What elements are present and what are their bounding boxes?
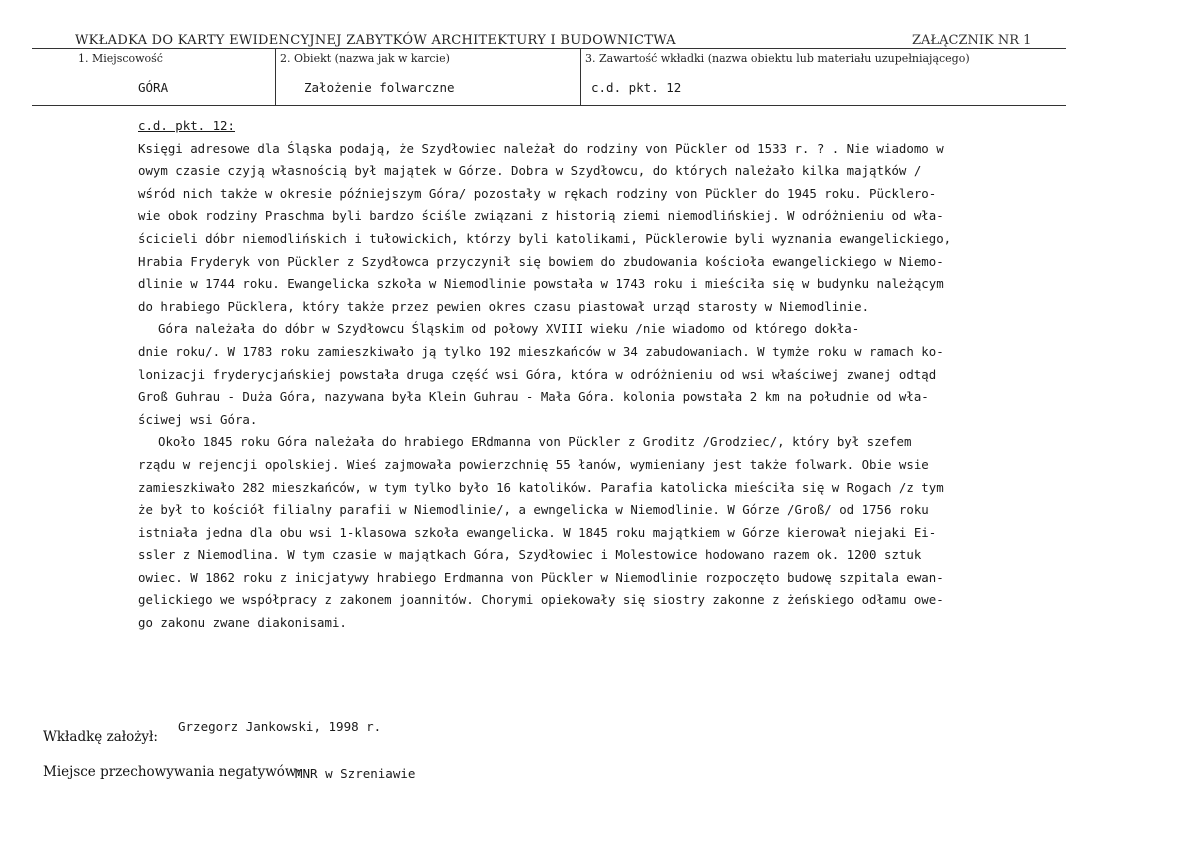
annex-number: ZAŁĄCZNIK NR 1 <box>912 33 1032 48</box>
text-line: owym czasie czyją własnością był majątek w Górze. Dobra w Szydłowcu, do których należało kilka majątków / <box>138 163 922 179</box>
text-line: ścicieli dóbr niemodlińskich i tułowickich, którzy byli katolikami, Pücklerowie byli wyznania ewangelickiego, <box>138 230 952 246</box>
text-line: dlinie w 1744 roku. Ewangelicka szkoła w Niemodlinie powstała w 1743 roku i mieściła się w budynku należącym <box>138 276 944 292</box>
text-line: Groß Guhrau - Duża Góra, nazywana była Klein Guhrau - Mała Góra. kolonia powstała 2 km na południe od wła- <box>138 389 929 405</box>
text-line: rządu w rejencji opolskiej. Wieś zajmowała powierzchnię 55 łanów, wymieniany jest także folwark. Obie wsie <box>138 456 929 472</box>
text-line: zamieszkiwało 282 mieszkańców, w tym tylko było 16 katolików. Parafia katolicka mieściła się w Rogach /z tym <box>138 479 944 495</box>
header-fields-table <box>32 49 1066 106</box>
field-locality-value: GÓRA <box>138 80 169 95</box>
field-object-label: 2. Obiekt (nazwa jak w karcie) <box>280 52 450 65</box>
field-object-value: Założenie folwarczne <box>304 80 455 95</box>
text-line: wśród nich także w okresie późniejszym Góra/ pozostały w rękach rodziny von Pückler do 1945 roku. Pücklero- <box>138 185 937 201</box>
storage-label: Miejsce przechowywania negatywów: <box>43 764 302 780</box>
text-line: Hrabia Fryderyk von Pückler z Szydłowca przyczynił się bowiem do zbudowania kościoła ewangelickiego w Niemo- <box>138 253 944 269</box>
field-contents-label: 3. Zawartość wkładki (nazwa obiektu lub materiału uzupełniającego) <box>585 52 970 65</box>
text-line: ściwej wsi Góra. <box>138 411 258 427</box>
text-line: owiec. W 1862 roku z inicjatywy hrabiego Erdmanna von Pückler w Niemodlinie rozpoczęto budowę szpitala ewan- <box>138 569 944 585</box>
text-line: Góra należała do dóbr w Szydłowcu Śląskim od połowy XVIII wieku /nie wiadomo od którego dokła- <box>158 321 860 337</box>
text-line: wie obok rodziny Praschma byli bardzo ściśle związani z historią ziemi niemodlińskiej. W odróżnieniu od wła- <box>138 208 944 224</box>
text-line: Około 1845 roku Góra należała do hrabiego ERdmanna von Pückler z Groditz /Grodziec/, który był szefem <box>158 434 912 450</box>
text-line: że był to kościół filialny parafii w Niemodlinie/, a ewngelicka w Niemodlinie. W Górze /Groß/ od 1756 roku <box>138 502 929 518</box>
section-heading <box>138 115 1068 138</box>
text-line: go zakonu zwane diakonisami. <box>138 615 347 631</box>
field-locality <box>32 49 274 105</box>
text-line: dnie roku/. W 1783 roku zamieszkiwało ją tylko 192 mieszkańców w 34 zabudowaniach. W tymże roku w ramach ko- <box>138 343 944 359</box>
field-contents <box>580 49 1067 105</box>
text-line: istniała jedna dla obu wsi 1-klasowa szkoła ewangelicka. W 1845 roku majątkiem w Górze kierował niejaki Ei- <box>138 524 937 540</box>
storage-value: MNR w Szreniawie <box>295 766 416 781</box>
text-line: lonizacji fryderycjańskiej powstała druga część wsi Góra, która w odróżnieniu od wsi właściwej zwanej odtąd <box>138 366 937 382</box>
text-line: ssler z Niemodlina. W tym czasie w majątkach Góra, Szydłowiec i Molestowice hodowano razem ok. 1200 sztuk <box>138 547 922 563</box>
author-label: Wkładkę założył: <box>43 729 158 745</box>
text-line: Księgi adresowe dla Śląska podają, że Szydłowiec należał do rodziny von Pückler od 1533 r. ? . Nie wiadomo w <box>138 140 944 156</box>
field-contents-value: c.d. pkt. 12 <box>591 80 682 95</box>
section-heading-text: c.d. pkt. 12: <box>138 118 235 133</box>
author-value: Grzegorz Jankowski, 1998 r. <box>178 719 382 734</box>
text-line: gelickiego we współpracy z zakonem joannitów. Chorymi opiekowały się siostry zakonne z żeńskiego odłamu owe- <box>138 592 944 608</box>
text-line: do hrabiego Pücklera, który także przez pewien okres czasu piastował urząd starosty w Niemodlinie. <box>138 298 870 314</box>
document-title: WKŁADKA DO KARTY EWIDENCYJNEJ ZABYTKÓW ARCHITEKTURY I BUDOWNICTWA <box>75 33 676 48</box>
body-text <box>138 115 1068 635</box>
field-object <box>275 49 580 105</box>
field-locality-label: 1. Miejscowość <box>78 52 163 65</box>
